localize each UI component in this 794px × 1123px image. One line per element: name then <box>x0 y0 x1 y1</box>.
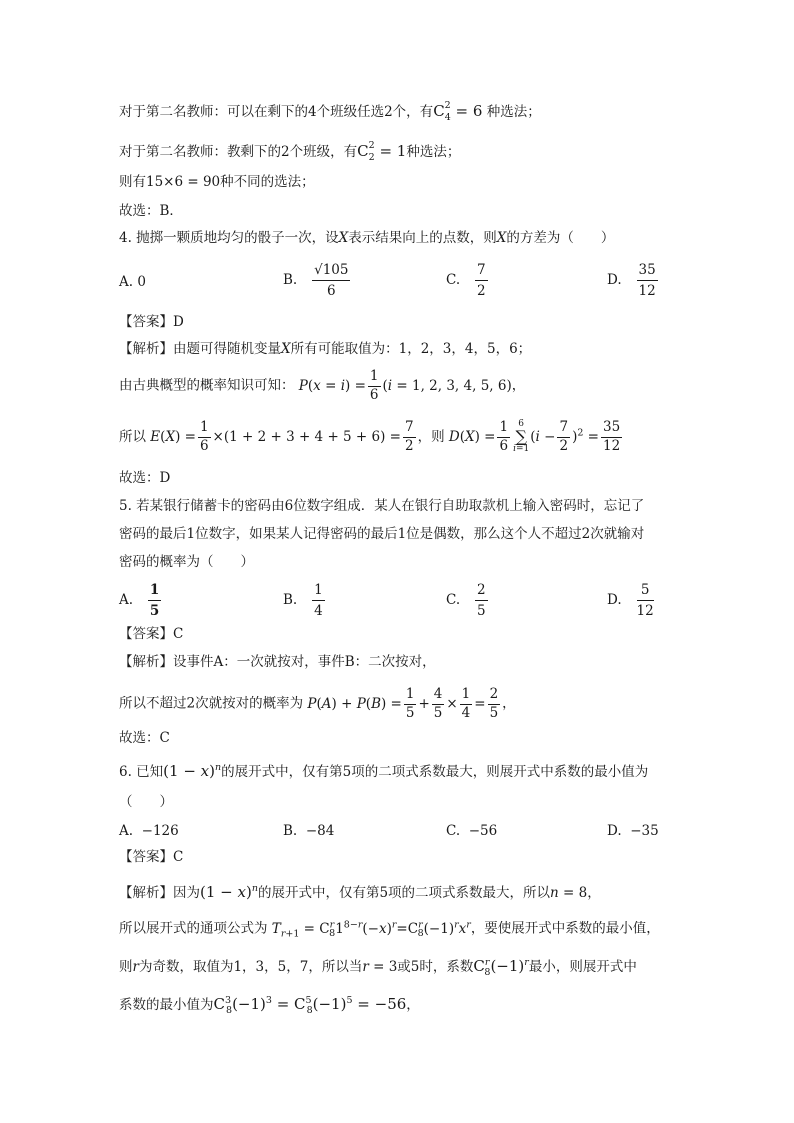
analysis-head: 【解析】 <box>119 654 173 670</box>
intro-line-1-tail: 种选法； <box>486 104 541 120</box>
option-label: B. <box>283 592 298 608</box>
q4-analysis-3-text: 所以 <box>119 428 146 445</box>
option-value: 0 <box>137 274 146 290</box>
binomial-expression: $(1 - x)^n$ <box>200 883 258 901</box>
q6-stem-1-tail: 的展开式中，仅有第5项的二项式系数最大，则展开式中系数的最小值为 <box>221 764 649 780</box>
option-fraction <box>637 262 658 299</box>
q4-analysis-1 <box>119 343 531 357</box>
option-label: C. <box>446 272 461 288</box>
option-value: −35 <box>630 823 659 839</box>
option-label: B. <box>283 272 298 288</box>
q6-analysis-1-text: 因为 <box>173 885 200 901</box>
option-fraction <box>637 582 654 619</box>
q6-analysis-3: 则r为奇数，取值为1，3，5，7，所以当r = 3或5时，系数$C^r_8(-1)^r$最小，则展开式中 <box>119 957 637 978</box>
intro-line-2-text: 对于第二名教师：教剩下的2个班级，有 <box>119 144 358 160</box>
q6-option-d <box>607 823 659 839</box>
q4-stem <box>119 232 614 246</box>
fraction-numerator: 1 <box>312 582 325 601</box>
q6-analysis-4-text: 系数的最小值为 <box>119 997 214 1013</box>
option-fraction <box>475 582 488 619</box>
option-value: −56 <box>468 823 498 839</box>
q4-analysis-3 <box>119 420 624 455</box>
fraction-denominator: 5 <box>149 603 160 619</box>
intro-line-2: 对于第二名教师：教剩下的2个班级，有$C^2_2 = 1$种选法； <box>119 140 461 163</box>
q6-stem-1-text: 6. 已知 <box>119 764 164 780</box>
fraction-denominator: 12 <box>638 283 656 299</box>
analysis-head: 【解析】 <box>119 341 173 357</box>
option-label: D. <box>607 272 622 288</box>
q6-option-b <box>283 823 334 839</box>
q6-analysis-2 <box>119 920 660 939</box>
option-label: A. <box>119 592 134 608</box>
option-label: C. <box>446 592 461 608</box>
q4-stem-tail: 的方差为（ ） <box>506 230 615 246</box>
q5-analysis-2-tail: ， <box>502 695 516 712</box>
q5-probability-formula: P(A) + P(B) = $\frac{1}{5}$ + $\frac{4}{5}$ × $\frac{1}{4}$ = $\frac{2}{5}$ <box>307 686 499 721</box>
option-label: A. <box>119 823 134 839</box>
q6-analysis-1: 【解析】因为$(1 - x)^n$的展开式中，仅有第5项的二项式系数最大，所以n = 8， <box>119 883 601 901</box>
fraction-numerator: 35 <box>637 262 658 281</box>
q4-stem-mid: 表示结果向上的点数，则 <box>348 230 497 246</box>
q6-option-a <box>119 823 179 839</box>
option-label: A. <box>119 274 134 290</box>
q6-analysis-4 <box>119 996 420 1016</box>
q5-analysis-2-text: 所以不超过2次就按对的概率为 <box>119 695 304 712</box>
option-label: C. <box>446 823 461 839</box>
option-fraction <box>148 582 161 619</box>
variance-formula: D(X) = $\frac{1}{6}$ 6 ∑ i=1(i − $\frac{7}{2}$ )$^2$ = $\frac{35}{12}$ <box>448 419 621 455</box>
q5-option-a <box>119 582 163 619</box>
intro-line-1: 对于第二名教师：可以在剩下的4个班级任选2个，有$C^2_4 = 6$ 种选法； <box>119 100 541 123</box>
fraction-numerator: 2 <box>475 582 488 601</box>
min-coefficient-formula: $C^3_8(-1)^3 = C^5_8(-1)^5 = -56$ <box>213 995 407 1016</box>
intro-line-4: 故选：B． <box>119 203 183 219</box>
q4-option-b <box>283 262 352 299</box>
q4-var-3: X <box>281 341 291 357</box>
fraction-numerator: √105 <box>312 262 350 281</box>
option-value: −126 <box>141 823 179 839</box>
binomial-expression: $(1 - x)^n$ <box>163 762 222 780</box>
q6-option-c <box>446 823 497 839</box>
q4-var-1: X <box>338 230 349 246</box>
probability-formula: P(x = i) = $\frac{1}{6}$ (i = 1, 2, 3, 4, 5, 6) <box>298 368 512 403</box>
q5-analysis-1-text: 设事件A：一次就按对，事件B：二次按对， <box>173 654 436 670</box>
fraction-denominator: 12 <box>636 603 654 619</box>
fraction-numerator: 1 <box>148 582 161 601</box>
option-label: D. <box>607 823 622 839</box>
analysis-head: 【解析】 <box>119 885 173 901</box>
fraction-numerator: 7 <box>475 262 488 281</box>
q5-answer: 【答案】C <box>119 626 184 642</box>
option-value: −84 <box>305 823 335 839</box>
intro-line-2-tail: 种选法； <box>406 144 461 160</box>
q5-analysis-1 <box>119 656 436 670</box>
q4-analysis-2-text: 由古典概型的概率知识可知： <box>119 377 295 394</box>
fraction-numerator: 5 <box>637 582 654 601</box>
q6-analysis-3-tail: 最小，则展开式中 <box>528 959 637 975</box>
expectation-formula: E(X) = $\frac{1}{6}$ ×(1 + 2 + 3 + 4 + 5 + 6) = $\frac{7}{2}$ <box>150 419 414 454</box>
q4-analysis-3-mid: ，则 <box>417 428 445 445</box>
option-fraction <box>475 262 488 299</box>
q4-option-a <box>119 274 146 290</box>
q4-analysis-1-text: 由题可得随机变量 <box>173 341 281 357</box>
q4-analysis-2 <box>119 370 525 402</box>
q6-analysis-2-text: 所以展开式的通项公式为 <box>119 920 268 937</box>
option-label: B. <box>283 823 298 839</box>
q4-option-c <box>446 262 490 299</box>
q6-analysis-2-tail: ，要使展开式中系数的最小值， <box>470 920 660 937</box>
q4-conclusion: 故选：D <box>119 470 171 486</box>
q6-stem-2: （ ） <box>119 794 173 810</box>
option-fraction <box>312 262 350 299</box>
q5-option-b <box>283 582 327 619</box>
q4-option-d <box>607 262 660 299</box>
q5-conclusion: 故选：C <box>119 730 170 746</box>
fraction-denominator: 6 <box>326 283 336 299</box>
q6-analysis-3-mid2: 时，系数 <box>419 959 474 975</box>
fraction-denominator: 5 <box>477 603 486 619</box>
q4-var-2: X <box>496 230 507 246</box>
option-fraction <box>312 582 325 619</box>
q6-analysis-1-tail: 的展开式中，仅有第5项的二项式系数最大，所以 <box>257 885 551 901</box>
q5-stem-3: 密码的概率为（ ） <box>119 554 254 570</box>
q5-option-c <box>446 582 490 619</box>
q6-analysis-3-text: 则 <box>119 959 133 975</box>
intro-line-1-text: 对于第二名教师：可以在剩下的4个班级任选2个，有 <box>119 104 434 120</box>
q5-option-d <box>607 582 656 619</box>
intro-line-3: 则有15×6 = 90种不同的选法； <box>119 174 315 190</box>
general-term-formula: $T_{r+1} = C^r_81^{8-r}(-x)^r=C^r_8(-1)^rx^r$ <box>271 919 471 940</box>
q4-answer: 【答案】D <box>119 314 184 330</box>
q5-stem-2: 密码的最后1位数字，如果某人记得密码的最后1位是偶数，那么这个人不超过2次就输对 <box>119 526 645 542</box>
q6-answer: 【答案】C <box>119 849 184 865</box>
q6-stem-1 <box>119 763 648 780</box>
q4-analysis-2-tail: ， <box>511 377 526 394</box>
q5-stem-1: 5. 若某银行储蓄卡的密码由6位数字组成．某人在银行自助取款机上输入密码时，忘记了 <box>119 498 645 514</box>
q5-analysis-2 <box>119 688 516 720</box>
q6-analysis-4-tail: ， <box>406 997 420 1013</box>
option-label: D. <box>607 592 622 608</box>
fraction-denominator: 2 <box>477 283 486 299</box>
q4-analysis-1-tail: 所有可能取值为：1，2，3，4，5，6； <box>290 341 532 357</box>
q4-stem-text: 4. 抛掷一颗质地均匀的骰子一次，设 <box>119 230 339 246</box>
fraction-denominator: 4 <box>314 603 323 619</box>
q6-analysis-3-mid: 为奇数，取值为1，3，5，7，所以当 <box>138 959 363 975</box>
